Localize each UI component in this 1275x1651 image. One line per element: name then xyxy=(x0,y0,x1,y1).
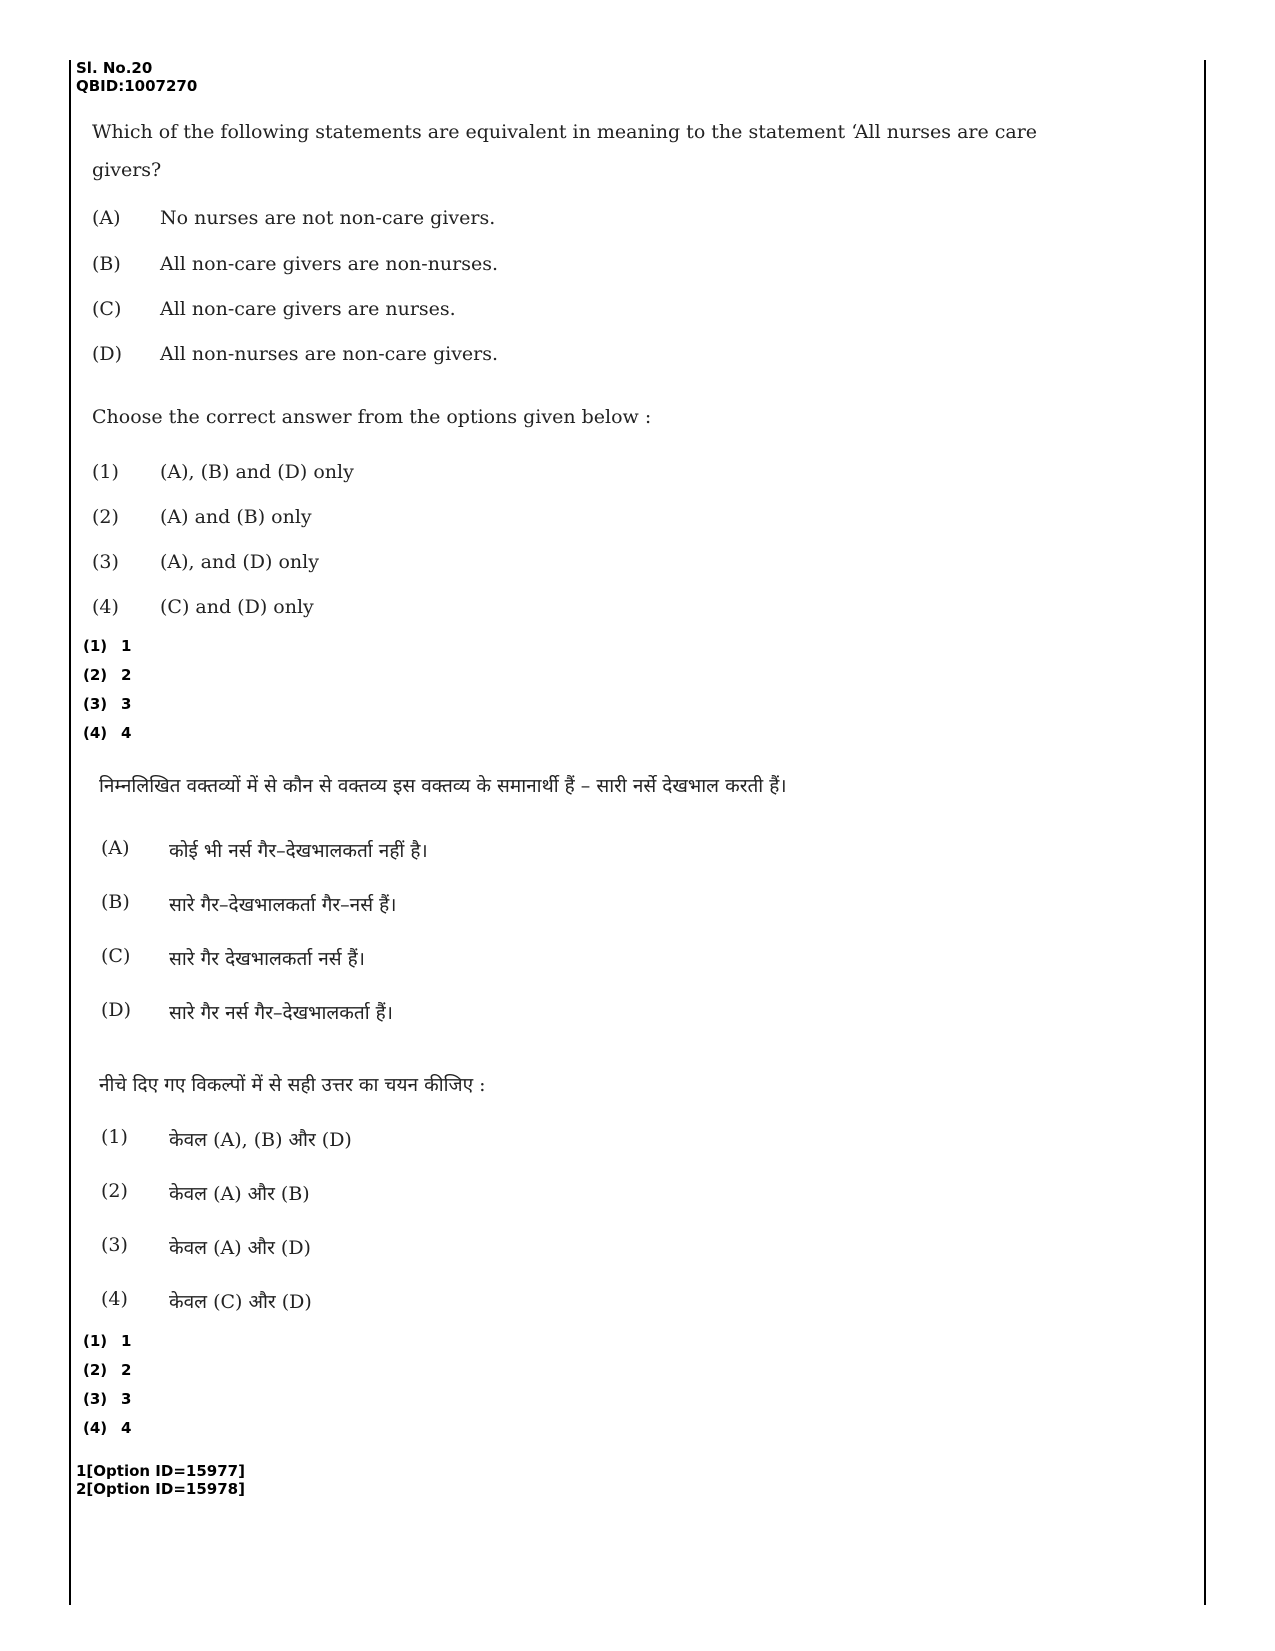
answer-option-value: 1 xyxy=(121,1332,132,1350)
statement-label: (D) xyxy=(101,999,132,1021)
question-bank-id: QBID:1007270 xyxy=(76,77,198,95)
answer-option-value: 2 xyxy=(121,1361,132,1379)
choice-text: (C) and (D) only xyxy=(160,596,314,618)
hindi-answer-option-1[interactable] xyxy=(83,1332,132,1350)
choice-text: केवल (A), (B) और (D) xyxy=(169,1129,352,1151)
english-question-text: Which of the following statements are equivalent in meaning to the statement ‘All nurses are care givers? xyxy=(92,121,1038,181)
answer-option-label: (1) xyxy=(83,637,108,655)
right-border xyxy=(1204,60,1206,1605)
option-id-1: 1[Option ID=15977] xyxy=(76,1462,245,1480)
answer-option-label: (2) xyxy=(83,666,108,684)
choice-text: केवल (A) और (B) xyxy=(169,1183,310,1205)
answer-option-3[interactable] xyxy=(83,695,132,713)
choice-text: (A), (B) and (D) only xyxy=(160,461,354,483)
serial-number: Sl. No.20 xyxy=(76,59,153,77)
statement-label: (C) xyxy=(101,945,131,967)
answer-option-value: 3 xyxy=(121,695,132,713)
answer-option-value: 1 xyxy=(121,637,132,655)
answer-option-value: 4 xyxy=(121,1419,132,1437)
hindi-question-text: निम्नलिखित वक्तव्यों में से कौन से वक्तव्य इस वक्तव्य के समानार्थी हैं – सारी नर्से देखभाल करती हैं। xyxy=(99,775,787,797)
option-id-2: 2[Option ID=15978] xyxy=(76,1480,245,1498)
statement-text: सारे गैर देखभालकर्ता नर्स हैं। xyxy=(169,948,365,970)
statement-label: (A) xyxy=(101,837,130,859)
hindi-answer-option-4[interactable] xyxy=(83,1419,132,1437)
statement-text: No nurses are not non-care givers. xyxy=(160,207,496,229)
choice-label: (2) xyxy=(101,1180,128,1202)
choice-label: (1) xyxy=(92,461,119,483)
statement-label: (C) xyxy=(92,298,122,320)
answer-option-label: (2) xyxy=(83,1361,108,1379)
answer-option-1[interactable] xyxy=(83,637,132,655)
answer-option-value: 3 xyxy=(121,1390,132,1408)
answer-option-label: (4) xyxy=(83,1419,108,1437)
statement-text: All non-nurses are non-care givers. xyxy=(160,343,499,365)
answer-option-label: (3) xyxy=(83,1390,108,1408)
choice-text: केवल (A) और (D) xyxy=(169,1237,311,1259)
statement-text: कोई भी नर्स गैर–देखभालकर्ता नहीं है। xyxy=(169,840,428,862)
answer-option-2[interactable] xyxy=(83,666,132,684)
statement-label: (A) xyxy=(92,207,121,229)
choice-text: केवल (C) और (D) xyxy=(169,1291,312,1313)
choice-label: (3) xyxy=(101,1234,128,1256)
hindi-answer-option-3[interactable] xyxy=(83,1390,132,1408)
statement-label: (D) xyxy=(92,343,123,365)
choice-label: (3) xyxy=(92,551,119,573)
answer-option-label: (3) xyxy=(83,695,108,713)
answer-option-value: 4 xyxy=(121,724,132,742)
choice-text: (A), and (D) only xyxy=(160,551,319,573)
statement-text: सारे गैर–देखभालकर्ता गैर–नर्स हैं। xyxy=(169,894,397,916)
choice-label: (1) xyxy=(101,1126,128,1148)
hindi-answer-option-2[interactable] xyxy=(83,1361,132,1379)
choice-label: (4) xyxy=(101,1288,128,1310)
choice-text: (A) and (B) only xyxy=(160,506,312,528)
left-border xyxy=(69,60,71,1605)
instruction-text: Choose the correct answer from the options given below : xyxy=(92,406,652,428)
statement-label: (B) xyxy=(92,253,121,275)
answer-option-label: (4) xyxy=(83,724,108,742)
answer-option-label: (1) xyxy=(83,1332,108,1350)
instruction-text: नीचे दिए गए विकल्पों में से सही उत्तर का चयन कीजिए : xyxy=(99,1074,486,1096)
answer-option-value: 2 xyxy=(121,666,132,684)
statement-text: सारे गैर नर्स गैर–देखभालकर्ता हैं। xyxy=(169,1002,393,1024)
choice-label: (2) xyxy=(92,506,119,528)
statement-text: All non-care givers are non-nurses. xyxy=(160,253,499,275)
choice-label: (4) xyxy=(92,596,119,618)
statement-label: (B) xyxy=(101,891,130,913)
answer-option-4[interactable] xyxy=(83,724,132,742)
statement-text: All non-care givers are nurses. xyxy=(160,298,456,320)
